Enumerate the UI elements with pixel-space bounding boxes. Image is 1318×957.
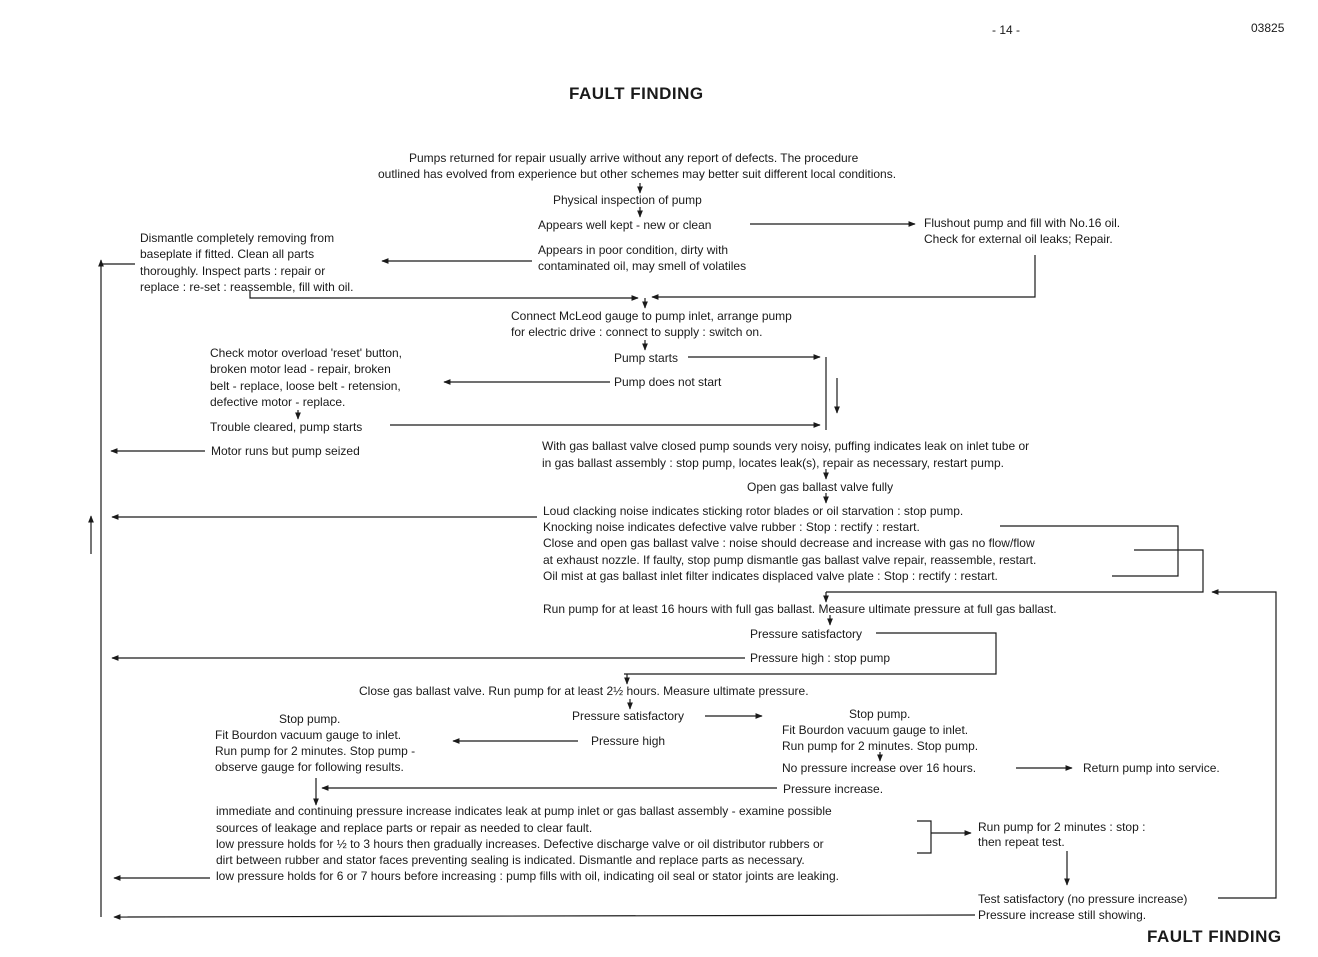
node-pressure-high-stop: Pressure high : stop pump [750, 651, 891, 665]
node-gas-ballast-closed-1: With gas ballast valve closed pump sounds very noisy, puffing indicates leak on inlet tube or [542, 439, 1030, 453]
footer-title: FAULT FINDING [1147, 927, 1282, 946]
node-pressure-satisfactory-1: Pressure satisfactory [750, 627, 863, 641]
node-no-increase: No pressure increase over 16 hours. [782, 761, 977, 775]
node-dismantle-3: thoroughly. Inspect parts : repair or [140, 264, 326, 278]
node-oil-mist: Oil mist at gas ballast inlet filter indicates displaced valve plate : Stop : rectify : restart. [543, 569, 998, 583]
node-low-2: dirt between rubber and stator faces preventing sealing is indicated. Dismantle and replace parts as necessary. [216, 853, 805, 867]
node-pressure-increase: Pressure increase. [783, 782, 884, 796]
node-pressure-satisfactory-2: Pressure satisfactory [572, 709, 685, 723]
arrow-still-left [114, 915, 975, 917]
node-flushout-1: Flushout pump and fill with No.16 oil. [924, 216, 1121, 230]
node-test-satisfactory: Test satisfactory (no pressure increase) [978, 892, 1188, 906]
node-low-6-7: low pressure holds for 6 or 7 hours before increasing : pump fills with oil, indicating oil seal or stator joints are leaking. [216, 869, 839, 883]
line-knocking-bracket [1000, 526, 1178, 576]
node-connect-1: Connect McLeod gauge to pump inlet, arrange pump [511, 309, 792, 323]
node-bourdon-right-1: Fit Bourdon vacuum gauge to inlet. [782, 723, 969, 737]
node-bourdon-left-1: Fit Bourdon vacuum gauge to inlet. [215, 728, 402, 742]
node-connect-2: for electric drive : connect to supply : switch on. [511, 325, 763, 339]
node-close-ballast-run: Close gas ballast valve. Run pump for at least 2½ hours. Measure ultimate pressure. [359, 684, 809, 698]
node-motor-check-1: Check motor overload 'reset' button, [210, 346, 403, 360]
node-poor-condition-2: contaminated oil, may smell of volatiles [538, 259, 747, 273]
node-bourdon-left-3: observe gauge for following results. [215, 760, 404, 774]
node-run-16: Run pump for at least 16 hours with full gas ballast. Measure ultimate pressure at full gas ballast. [543, 602, 1057, 616]
node-run-2min-2: then repeat test. [978, 835, 1065, 849]
node-bourdon-right-2: Run pump for 2 minutes. Stop pump. [782, 739, 979, 753]
node-return-service: Return pump into service. [1083, 761, 1220, 775]
arrow-test-loop [1212, 592, 1276, 898]
node-clacking: Loud clacking noise indicates sticking rotor blades or oil starvation : stop pump. [543, 504, 964, 518]
node-motor-check-2: broken motor lead - repair, broken [210, 362, 391, 376]
node-physical-inspection: Physical inspection of pump [553, 193, 702, 207]
node-low-1: low pressure holds for ½ to 3 hours then gradually increases. Defective discharge valve or oil distributor rubbers or [216, 837, 824, 851]
node-motor-check-3: belt - replace, loose belt - retension, [210, 379, 401, 393]
node-motor-check-4: defective motor - replace. [210, 395, 346, 409]
node-poor-condition-1: Appears in poor condition, dirty with [538, 243, 729, 257]
node-appears-well-kept: Appears well kept - new or clean [538, 218, 712, 232]
intro-text-1: Pumps returned for repair usually arrive without any report of defects. The procedure [409, 151, 859, 165]
node-run-2min-1: Run pump for 2 minutes : stop : [978, 820, 1146, 834]
node-immediate-1: immediate and continuing pressure increase indicates leak at pump inlet or gas ballast assembly - examine possible [216, 804, 832, 818]
node-close-open-1: Close and open gas ballast valve : noise should decrease and increase with gas no flow/flow [543, 536, 1035, 550]
node-dismantle-4: replace : re-set : reassemble, fill with oil. [140, 280, 354, 294]
node-motor-seized: Motor runs but pump seized [211, 444, 360, 458]
document-code: 03825 [1251, 21, 1285, 35]
node-dismantle-1: Dismantle completely removing from [140, 231, 335, 245]
intro-text-2: outlined has evolved from experience but other schemes may better suit different local conditions. [378, 167, 897, 181]
node-flushout-2: Check for external oil leaks; Repair. [924, 232, 1113, 246]
node-bourdon-left-2: Run pump for 2 minutes. Stop pump - [215, 744, 416, 758]
node-pressure-high: Pressure high [591, 734, 666, 748]
bracket-low [917, 821, 931, 853]
node-pump-starts: Pump starts [614, 351, 679, 365]
node-trouble-cleared: Trouble cleared, pump starts [210, 420, 363, 434]
node-knocking: Knocking noise indicates defective valve rubber : Stop : rectify : restart. [543, 520, 920, 534]
node-close-open-2: at exhaust nozzle. If faulty, stop pump dismantle gas ballast valve repair, reassemble, restart. [543, 553, 1037, 567]
page-title: FAULT FINDING [569, 84, 704, 103]
node-stop-pump-left: Stop pump. [279, 712, 341, 726]
node-dismantle-2: baseplate if fitted. Clean all parts [140, 247, 315, 261]
node-pressure-still: Pressure increase still showing. [978, 908, 1147, 922]
node-stop-pump-right: Stop pump. [849, 707, 911, 721]
page-number: - 14 - [992, 23, 1021, 37]
node-pump-not-start: Pump does not start [614, 375, 722, 389]
node-immediate-2: sources of leakage and replace parts or repair as needed to clear fault. [216, 821, 593, 835]
node-gas-ballast-closed-2: in gas ballast assembly : stop pump, locates leak(s), repair as necessary, restart pump. [542, 456, 1004, 470]
node-open-ballast: Open gas ballast valve fully [747, 480, 894, 494]
